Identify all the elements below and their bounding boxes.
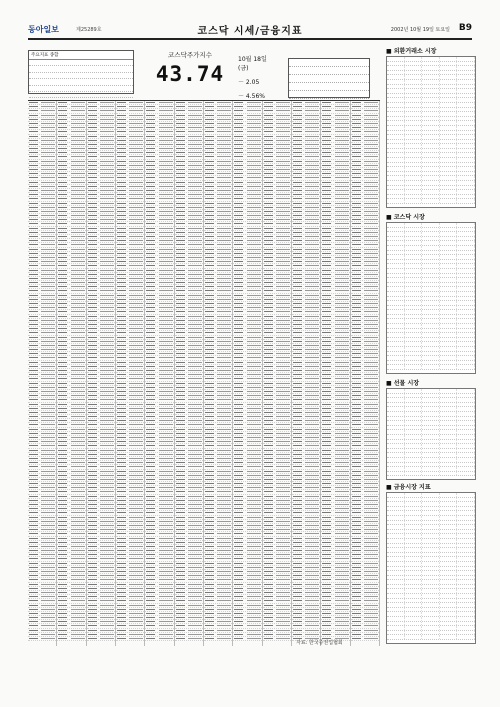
financial-indicators-table [386, 492, 476, 644]
index-box [150, 50, 230, 96]
listing-column [233, 101, 262, 646]
listing-row [116, 637, 144, 641]
stats-row [289, 83, 369, 91]
edition-number: 제25289호 [76, 27, 102, 33]
futures-market-table [386, 388, 476, 480]
listing-column [175, 101, 204, 646]
source-note: 자료: 한국증권업협회 [296, 640, 343, 646]
page-header [28, 22, 472, 40]
page-title: 코스닥 시세/금융지표 [197, 26, 303, 37]
listing-row [87, 637, 115, 641]
index-date: 10월 18일 (금) [238, 56, 267, 72]
market-stats-box [288, 58, 370, 98]
listing-column [292, 101, 321, 646]
listing-row [175, 637, 203, 641]
listing-row [233, 637, 261, 641]
summary-row [29, 92, 133, 98]
listing-column [204, 101, 233, 646]
listing-row [351, 637, 379, 641]
listing-row [263, 637, 291, 641]
page-number: B9 [458, 23, 472, 33]
summary-box-title: 주요지표 종합 [29, 51, 133, 60]
index-change: － 2.05 [238, 79, 260, 86]
stats-row [289, 91, 369, 99]
listing-column [321, 101, 350, 646]
listing-row [57, 637, 85, 641]
listing-column [87, 101, 116, 646]
listing-column [145, 101, 174, 646]
index-value: 43.74 [155, 62, 225, 86]
kosdaq-market-table [386, 222, 476, 374]
table-row [387, 199, 475, 204]
listing-column [28, 101, 57, 646]
listing-row [28, 637, 56, 641]
listing-column [116, 101, 145, 646]
table-row [387, 635, 475, 640]
section-financial-indicators: ■ 금융시장 지표 [386, 482, 431, 491]
table-row [387, 472, 475, 477]
index-label: 코스닥주가지수 [168, 51, 212, 59]
index-change-pct: － 4.56% [238, 93, 265, 100]
listing-column [57, 101, 86, 646]
listing-column [351, 101, 380, 646]
masthead: 동아일보 [28, 25, 59, 34]
index-change-box [238, 54, 278, 100]
section-kosdaq-market: ■ 코스닥 시장 [386, 212, 425, 221]
table-row [387, 365, 475, 370]
foreign-exchange-table [386, 56, 476, 208]
listing-column [263, 101, 292, 646]
stats-row [289, 75, 369, 83]
summary-box [28, 50, 134, 94]
stock-listings [28, 100, 380, 646]
stats-row [289, 59, 369, 67]
listing-row [145, 637, 173, 641]
section-foreign-exchange: ■ 외환거래소 시장 [386, 46, 436, 55]
stats-row [289, 67, 369, 75]
section-futures-market: ■ 선물 시장 [386, 378, 419, 387]
listing-row [204, 637, 232, 641]
dateline: 2002년 10월 19일 토요일 [390, 27, 450, 33]
